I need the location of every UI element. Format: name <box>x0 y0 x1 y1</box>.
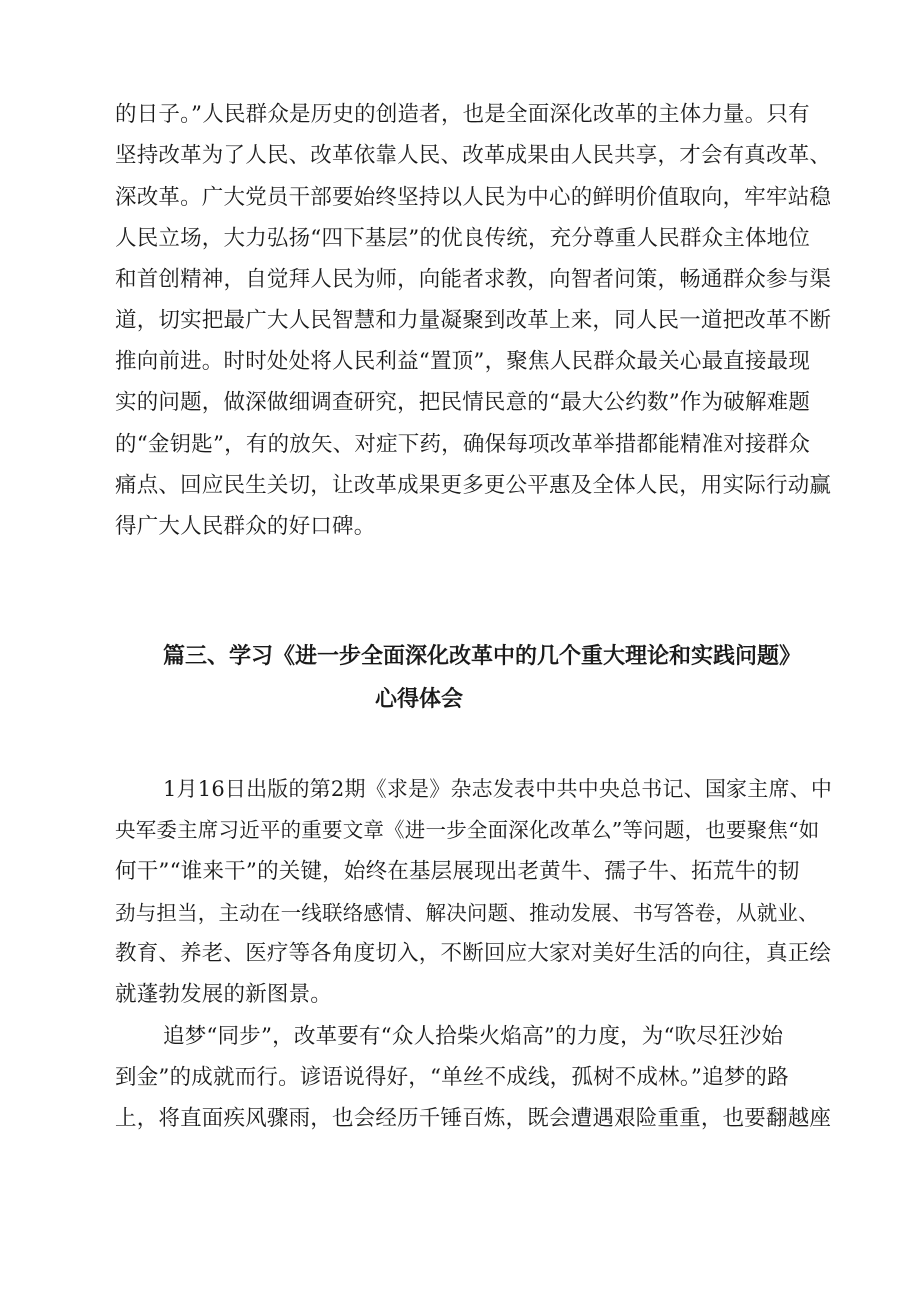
text-line: 推向前进。时时处处将人民利益“置顶”，聚焦人民群众最关心最直接最现 <box>115 349 811 374</box>
text-line: 劲与担当，主动在一线联络感情、解决问题、推动发展、书写答卷，从就业、 <box>115 901 819 925</box>
text-line: 上，将直面疾风骤雨，也会经历千锤百炼，既会遭遇艰险重重，也要翻越座 <box>115 1106 832 1131</box>
text-line: 痛点、回应民生关切，让改革成果更多更公平惠及全体人民，用实际行动赢 <box>115 473 832 498</box>
text-line: 的“金钥匙”，有的放矢、对症下药，确保每项改革举措都能精准对接群众 <box>115 432 811 457</box>
heading-line-1: 篇三、学习《进一步全面深化改革中的几个重大理论和实践问题》 <box>163 644 802 669</box>
text-line: 得广大人民群众的好口碑。 <box>115 514 376 539</box>
text-line: 的日子。”人民群众是历史的创造者，也是全面深化改革的主体力量。只有 <box>115 102 810 127</box>
text-line: 教育、养老、医疗等各角度切入，不断回应大家对美好生活的向往，真正绘 <box>115 941 832 966</box>
text-line: 何干”“谁来干”的关键，始终在基层展现出老黄牛、孺子牛、拓荒牛的韧 <box>115 859 800 884</box>
text-line: 央军委主席习近平的重要文章《进一步全面深化改革么”等问题，也要聚焦“如 <box>115 818 820 842</box>
text-line: 到金”的成就而行。谚语说得好，“单丝不成线，孤树不成林。”追梦的路 <box>115 1065 789 1090</box>
text-line: 1月16日出版的第2期《求是》杂志发表中共中央总书记、国家主席、中 <box>163 777 833 801</box>
text-line: 深改革。广大党员干部要始终坚持以人民为中心的鲜明价值取向，牢牢站稳 <box>115 185 832 210</box>
text-line: 实的问题，做深做细调查研究，把民情民意的“最大公约数”作为破解难题 <box>115 390 811 415</box>
text-line: 人民立场，大力弘扬“四下基层”的优良传统，充分尊重人民群众主体地位 <box>115 226 811 251</box>
text-line: 道，切实把最广大人民智慧和力量凝聚到改革上来，同人民一道把改革不断 <box>115 308 832 333</box>
text-line: 坚持改革为了人民、改革依靠人民、改革成果由人民共享，才会有真改革、 <box>115 143 832 168</box>
text-line: 和首创精神，自觉拜人民为师，向能者求教，向智者问策，畅通群众参与渠 <box>115 267 832 292</box>
text-line: 就蓬勃发展的新图景。 <box>115 982 333 1007</box>
heading-line-2: 心得体会 <box>375 687 464 712</box>
text-line: 追梦“同步”，改革要有“众人拾柴火焰高”的力度，为“吹尽狂沙始 <box>163 1024 784 1049</box>
